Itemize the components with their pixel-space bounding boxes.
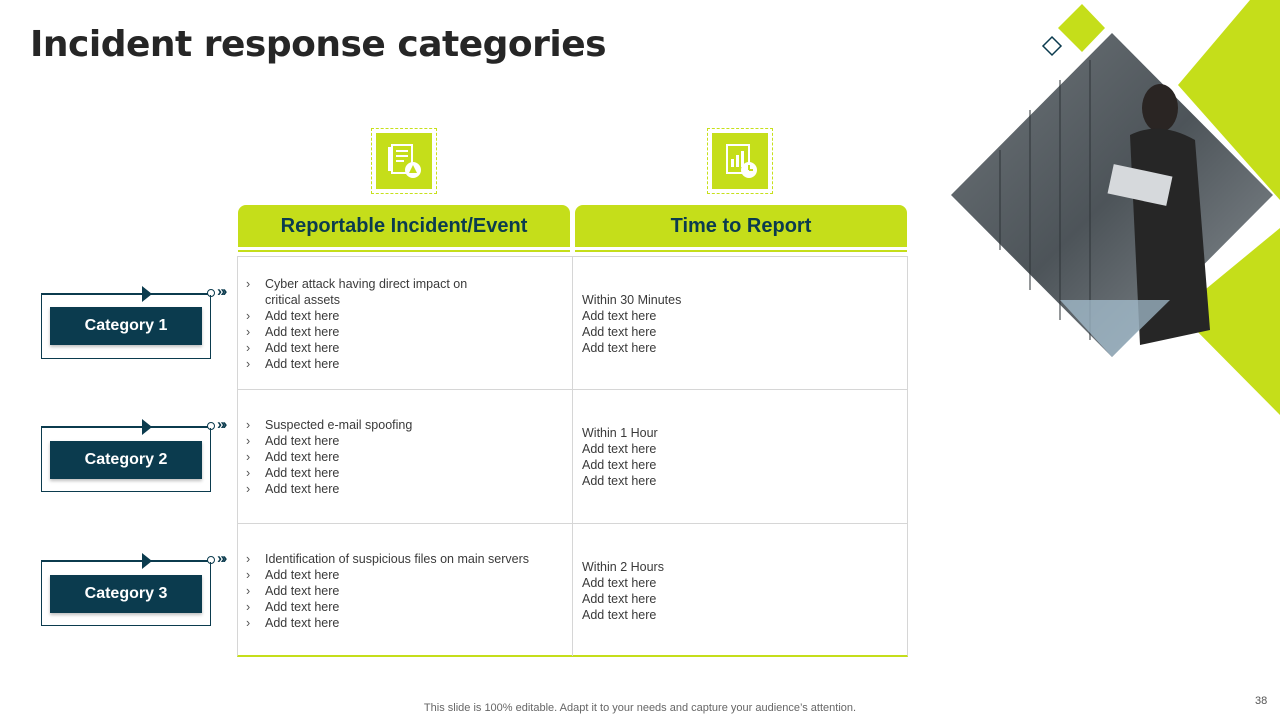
chevron-right-icon: »› [217, 416, 225, 433]
list-item: › Cyber attack having direct impact on critical assets [246, 276, 480, 308]
header-underline [575, 250, 907, 252]
time-text: Add text here [582, 474, 657, 488]
incident-cell-row-2 [246, 417, 556, 497]
incident-report-icon-frame [371, 128, 437, 194]
incident-cell-row-1 [246, 276, 546, 372]
page-number: 38 [1255, 695, 1268, 707]
time-text: Add text here [582, 442, 657, 456]
list-item: › Add text here [246, 433, 556, 449]
chevron-right-icon: »› [217, 283, 225, 300]
time-value: Within 30 Minutes [582, 293, 682, 307]
time-cell-row-1 [582, 292, 882, 356]
list-item: › Add text here [246, 567, 566, 583]
list-item: › Identification of suspicious files on main servers [246, 551, 566, 567]
list-item: › Add text here [246, 308, 546, 324]
slide-title: Incident response categories [30, 24, 607, 65]
time-report-icon-frame [707, 128, 773, 194]
header-time-to-report: Time to Report [575, 205, 907, 247]
report-clock-icon [720, 141, 760, 181]
list-item: › Add text here [246, 583, 566, 599]
header-reportable-incident: Reportable Incident/Event [238, 205, 570, 247]
time-text: Add text here [582, 325, 657, 339]
table-row-divider [237, 523, 908, 524]
report-warning-icon [384, 141, 424, 181]
chevron-right-icon: »› [217, 550, 225, 567]
list-item: › Suspected e-mail spoofing [246, 417, 556, 433]
list-item: › Add text here [246, 465, 556, 481]
time-text: Add text here [582, 341, 657, 355]
category-label: Category 3 [50, 575, 202, 613]
time-text: Add text here [582, 608, 657, 622]
list-item: › Add text here [246, 340, 546, 356]
time-cell-row-3 [582, 559, 882, 623]
accent-diamond-small [1058, 4, 1105, 52]
list-item: › Add text here [246, 481, 556, 497]
table-row-divider [237, 389, 908, 390]
list-item: › Add text here [246, 449, 556, 465]
time-value: Within 2 Hours [582, 560, 664, 574]
table-column-divider [572, 256, 573, 656]
footer-note: This slide is 100% editable. Adapt it to your needs and capture your audience’s attention. [423, 702, 857, 714]
time-text: Add text here [582, 458, 657, 472]
category-label: Category 1 [50, 307, 202, 345]
list-item: › Add text here [246, 615, 566, 631]
outline-diamond [1043, 37, 1061, 55]
category-label: Category 2 [50, 441, 202, 479]
list-item: › Add text here [246, 324, 546, 340]
time-value: Within 1 Hour [582, 426, 658, 440]
list-item: › Add text here [246, 599, 566, 615]
time-text: Add text here [582, 592, 657, 606]
time-cell-row-2 [582, 425, 882, 489]
incident-cell-row-3 [246, 551, 566, 631]
decorative-photo-graphic [940, 0, 1280, 420]
time-text: Add text here [582, 576, 657, 590]
list-item: › Add text here [246, 356, 546, 372]
time-text: Add text here [582, 309, 657, 323]
header-underline [238, 250, 570, 252]
